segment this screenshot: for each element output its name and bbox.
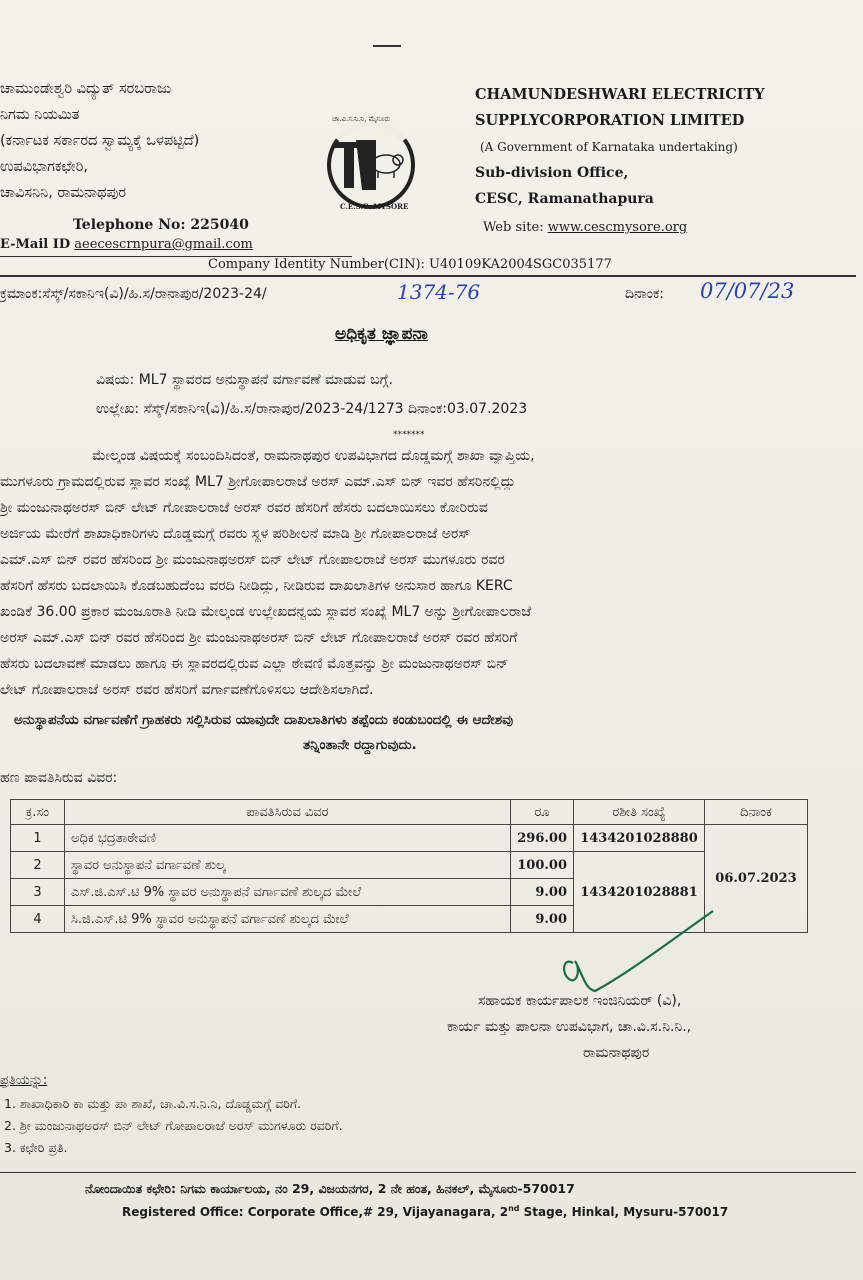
copies-heading: ಪ್ರತಿಯನ್ನು:: [0, 1073, 48, 1088]
footer-english-prefix: Registered Office: Corporate Office,# 29, Vijayanagara, 2: [122, 1205, 509, 1219]
body-line: ಖಂಡಿಕೆ 36.00 ಪ್ರಕಾರ ಮಂಜೂರಾತಿ ನೀಡಿ ಮೇಲ್ಕಂಡ ಉಲ್ಲೇಖದನ್ವಯ ಸ್ಥಾವರ ಸಂಖ್ಯೆ ML7 ಅನ್ನು ಶ್ರೀಗೋಪಾಲರಾಜೆ: [0, 604, 532, 620]
logo-top-text: ಚಾ.ವಿ.ಸ.ನಿ.ನಿ, ಮೈಸೂರು: [332, 115, 391, 123]
website-line: [483, 220, 687, 235]
row-desc: ಎಸ್.ಜಿ.ಎಸ್.ಟಿ 9% ಸ್ಥಾವರ ಅನುಸ್ಥಾಪನೆ ವರ್ಗಾವಣೆ ಶುಲ್ಕದ ಮೇಲೆ: [64, 879, 510, 906]
column-header: ಕ್ರ.ಸಂ: [11, 800, 65, 825]
column-header: ರಶೀತಿ ಸಂಖ್ಯೆ: [574, 800, 705, 825]
signature-line: ರಾಮನಾಥಪುರ: [583, 1045, 650, 1061]
column-header: ದಿನಾಂಕ: [704, 800, 807, 825]
separator: *******: [393, 430, 425, 440]
cin-line: Company Identity Number(CIN): U40109KA2004SGC035177: [208, 257, 612, 272]
header-rule: [0, 275, 856, 277]
cesc-logo: [318, 112, 424, 218]
header-english-line: Sub-division Office,: [475, 165, 629, 181]
header-english-line: CHAMUNDESHWARI ELECTRICITY: [475, 86, 765, 103]
reference-number-label: ಕ್ರಮಾಂಕ:ಸೆಸ್ಕ್/ಸಕಾನಿಇ(ವಿ)/ಹಿ.ಸ/ರಾನಾಪುರ/2023-24/: [0, 286, 267, 302]
footer-rule: [0, 1172, 856, 1173]
reference-number-handwritten: 1374-76: [397, 280, 481, 304]
row-amount: 9.00: [511, 906, 574, 933]
signature-line: ಸಹಾಯಕ ಕಾರ್ಯಪಾಲಕ ಇಂಜಿನಿಯರ್ (ವಿ),: [478, 993, 682, 1009]
footer-english-suffix: Stage, Hinkal, Mysuru-570017: [519, 1205, 729, 1219]
row-amount: 9.00: [511, 879, 574, 906]
copy-item: 1. ಶಾಖಾಧಿಕಾರಿ ಕಾ ಮತ್ತು ಪಾ ಶಾಖೆ, ಚಾ.ವಿ.ಸ.ನಿ.ನಿ, ದೊಡ್ಡಮಗ್ಗೆ ವರಿಗೆ.: [4, 1096, 302, 1111]
row-desc: ಸ್ಥಾವರ ಅನುಸ್ಥಾಪನೆ ವರ್ಗಾವಣೆ ಶುಲ್ಕ: [64, 852, 510, 879]
footer-kannada: ನೋಂದಾಯಿತ ಕಛೇರಿ: ನಿಗಮ ಕಾರ್ಯಾಲಯ, ನಂ 29, ವಿಜಯನಗರ, 2 ನೇ ಹಂತ, ಹಿನಕಲ್, ಮೈಸೂರು-570017: [85, 1181, 575, 1196]
column-header: ಪಾವತಿಸಿರುವ ವಿವರ: [64, 800, 510, 825]
copy-item: 3. ಕಛೇರಿ ಪ್ರತಿ.: [4, 1140, 68, 1155]
body-line: ಅರಸ್ ಎಮ್.ಎಸ್ ಬಿನ್ ರವರ ಹೆಸರಿಂದ ಶ್ರೀ ಮಂಜುನಾಥಅರಸ್ ಬಿನ್ ಲೇಟ್ ಗೋಪಾಲರಾಜೆ ಅರಸ್ ರವರ ಹೆಸರಿಗೆ: [0, 630, 518, 646]
row-sl: 2: [11, 852, 65, 879]
column-header: ರೂ: [511, 800, 574, 825]
body-line: ಅರ್ಜಿಯ ಮೇರೆಗೆ ಶಾಖಾಧಿಕಾರಿಗಳು ದೊಡ್ಡಮಗ್ಗೆ ರವರು ಸ್ಥಳ ಪರಿಶೀಲನೆ ಮಾಡಿ ಶ್ರೀ ಗೋಪಾಲರಾಜೆ ಅರಸ್: [0, 526, 471, 542]
warning-line: ತನ್ನಿಂತಾನೇ ರದ್ದಾಗುವುದು.: [303, 737, 417, 753]
row-sl: 4: [11, 906, 65, 933]
body-line: ಹೆಸರಿಗೆ ಹೆಸರು ಬದಲಾಯಿಸಿ ಕೊಡಬಹುದೆಂಬ ವರದಿ ನೀಡಿದ್ದು, ನೀಡಿರುವ ದಾಖಲಾತಿಗಳ ಅನುಸಾರ ಹಾಗೂ KERC: [0, 578, 513, 594]
body-line: ಹೆಸರು ಬದಲಾವಣೆ ಮಾಡಲು ಹಾಗೂ ಈ ಸ್ಥಾವರದಲ್ಲಿರುವ ಎಲ್ಲಾ ಠೇವಣಿ ಮೊತ್ತವನ್ನು ಶ್ರೀ ಮಂಜುನಾಥಅರಸ್ ಬಿನ್: [0, 656, 509, 672]
header-kannada-line: (ಕರ್ನಾಟಕ ಸರ್ಕಾರದ ಸ್ವಾಮ್ಯಕ್ಕೆ ಒಳಪಟ್ಟಿದೆ): [0, 133, 200, 149]
body-line: ಮುಗಳೂರು ಗ್ರಾಮದಲ್ಲಿರುವ ಸ್ಥಾವರ ಸಂಖ್ಯೆ ML7 ಶ್ರೀಗೋಪಾಲರಾಜೆ ಅರಸ್ ಎಮ್.ಎಸ್ ಬಿನ್ ಇವರ ಹೆಸರಿನಲ್ಲಿದ್ದು: [0, 474, 516, 490]
memo-title: ಅಧಿಕೃತ ಜ್ಞಾಪನಾ: [335, 324, 428, 344]
body-line: ಮೇಲ್ಕಂಡ ವಿಷಯಕ್ಕೆ ಸಂಬಂದಿಸಿದಂತೆ, ರಾಮನಾಥಪುರ ಉಪವಿಭಾಗದ ದೊಡ್ಡಮಗ್ಗೆ ಶಾಖಾ ವ್ಯಾಪ್ತಿಯ,: [92, 448, 535, 464]
payment-heading: ಹಣ ಪಾವತಿಸಿರುವ ವಿವರ:: [0, 770, 118, 786]
body-line: ಎಮ್.ಎಸ್ ಬಿನ್ ರವರ ಹೆಸರಿಂದ ಶ್ರೀ ಮಂಜುನಾಥಅರಸ್ ಬಿನ್ ಲೇಟ್ ಗೋಪಾಲರಾಜೆ ಅರಸ್ ಮುಗಳೂರು ರವರ: [0, 552, 505, 568]
header-kannada-line: ಚಾಮುಂಡೇಶ್ವರಿ ವಿದ್ಯುತ್ ಸರಬರಾಜು: [0, 81, 172, 97]
email-line: [0, 237, 253, 252]
row-desc: ಅಧಿಕ ಭದ್ರತಾಠೇವಣಿ: [64, 825, 510, 852]
email-link[interactable]: aeecescrnpura@gmail.com: [74, 237, 253, 252]
header-kannada-line: ನಿಗಮ ನಿಯಮಿತ: [0, 107, 80, 123]
date-handwritten: 07/07/23: [700, 279, 795, 303]
receipt-number: 1434201028880: [574, 825, 705, 852]
table-row: [11, 852, 808, 879]
row-amount: 296.00: [511, 825, 574, 852]
header-english-line: (A Government of Karnataka undertaking): [480, 140, 738, 154]
footer-english-sup: nd: [508, 1204, 520, 1213]
table-row: [11, 825, 808, 852]
copy-item: 2. ಶ್ರೀ ಮಂಜುನಾಥಅರಸ್ ಬಿನ್ ಲೇಟ್ ಗೋಪಾಲರಾಜೆ ಅರಸ್ ಮುಗಳೂರು ರವರಿಗೆ.: [4, 1118, 343, 1133]
header-english-line: CESC, Ramanathapura: [475, 191, 654, 207]
ref-line: ಉಲ್ಲೇಖ: ಸೆಸ್ಕ್/ಸಕಾನಿಇ(ವಿ)/ಹಿ.ಸ/ರಾನಾಪುರ/2023-24/1273 ದಿನಾಂಕ:03.07.2023: [96, 401, 528, 417]
website-link[interactable]: www.cescmysore.org: [547, 220, 688, 235]
row-amount: 100.00: [511, 852, 574, 879]
body-line: ಲೇಟ್ ಗೋಪಾಲರಾಜೆ ಅರಸ್ ರವರ ಹೆಸರಿಗೆ ವರ್ಗಾವಣೆಗೊಳಿಸಲು ಆದೇಶಿಸಲಾಗಿದೆ.: [0, 682, 374, 698]
table-header-row: [11, 800, 808, 825]
header-kannada-line: ಚಾವಿಸನಿನಿ, ರಾಮನಾಥಪುರ: [0, 185, 127, 201]
payment-date: 06.07.2023: [704, 825, 807, 933]
footer-english: [122, 1204, 728, 1219]
warning-line: ಅನುಸ್ಥಾಪನೆಯ ವರ್ಗಾವಣೆಗೆ ಗ್ರಾಹಕರು ಸಲ್ಲಿಸಿರುವ ಯಾವುದೇ ದಾಖಲಾತಿಗಳು ತಪ್ಪೆಂದು ಕಂಡುಬಂದಲ್ಲಿ ಈ ಆದೇಶವು: [14, 712, 514, 728]
row-desc: ಸಿ.ಜಿ.ಎಸ್.ಟಿ 9% ಸ್ಥಾವರ ಅನುಸ್ಥಾಪನೆ ವರ್ಗಾವಣೆ ಶುಲ್ಕದ ಮೇಲೆ: [64, 906, 510, 933]
email-label: E-Mail ID: [0, 237, 71, 252]
header-kannada-line: ಉಪವಿಭಾಗಕಛೇರಿ,: [0, 159, 88, 175]
body-line: ಶ್ರೀ ಮಂಜುನಾಥಅರಸ್ ಬಿನ್ ಲೇಟ್ ಗೋಪಾಲರಾಜೆ ಅರಸ್ ರವರ ಹೆಸರಿಗೆ ಹೆಸರು ಬದಲಾಯಿಸಲು ಕೋರಿರುವ: [0, 500, 488, 516]
website-label: Web site:: [483, 220, 544, 235]
signature-mark: [555, 905, 725, 995]
subject-line: ವಿಷಯ: ML7 ಸ್ಥಾವರದ ಅನುಸ್ಥಾಪನೆ ವರ್ಗಾವಣೆ ಮಾಡುವ ಬಗ್ಗೆ.: [96, 372, 393, 388]
signature-line: ಕಾರ್ಯ ಮತ್ತು ಪಾಲನಾ ಉಪವಿಭಾಗ, ಚಾ.ವಿ.ಸ.ನಿ.ನಿ.,: [447, 1019, 692, 1035]
row-sl: 3: [11, 879, 65, 906]
telephone: Telephone No: 225040: [73, 217, 249, 233]
header-english-line: SUPPLYCORPORATION LIMITED: [475, 112, 745, 129]
top-mark: [373, 45, 401, 47]
date-label: ದಿನಾಂಕ:: [625, 286, 664, 302]
logo-bottom-text: C.E.S.C. MYSORE: [340, 202, 409, 211]
receipt-number: 1434201028881: [574, 852, 705, 933]
row-sl: 1: [11, 825, 65, 852]
